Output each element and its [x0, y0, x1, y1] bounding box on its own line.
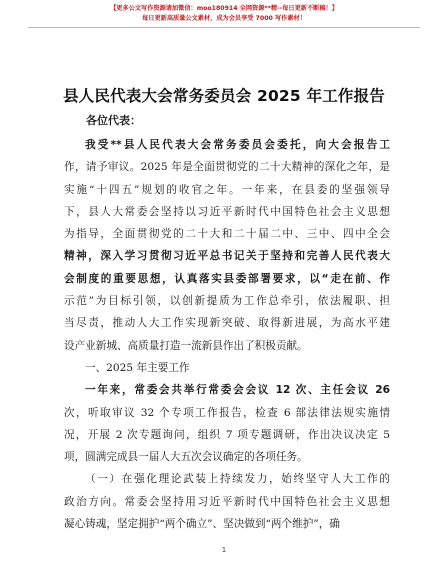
text-run: 次，听取审议 32 个专项工作报告，检查 6 部法律法规实施情: [64, 406, 390, 419]
text-run: 精神，深入学习贯彻习近平总书记关于坚持和完善人民代表大: [64, 250, 390, 263]
text-run: 为指导，全面贯彻党的二十大和二十届二中、三中、四中全会: [64, 228, 390, 241]
promo-banner: [0, 4, 448, 28]
text-line: [64, 424, 390, 446]
text-run: 况，开展 2 次专题询问，组织 7 项专题调研，作出决议决定 5: [64, 428, 390, 441]
text-run: 会制度的重要思想，认真落实县委部署要求，以“走在前、作: [64, 272, 390, 285]
text-line: [64, 156, 390, 178]
text-run: 示范”为目标引领，以创新提质为工作总牵引，依法履职、担: [64, 295, 390, 308]
text-line: [64, 223, 390, 245]
paragraph-intro: [64, 134, 390, 357]
document-title: 县人民代表大会常务委员会 2025 年工作报告: [62, 87, 386, 105]
text-line: [64, 179, 390, 201]
text-line: [64, 134, 390, 156]
text-line: [64, 335, 390, 357]
greeting: 各位代表：: [86, 114, 141, 127]
text-line: [64, 312, 390, 334]
text-run: 设产业新城、高质量打造一流新县作出了积极贡献。: [64, 339, 308, 352]
text-run: 下，县人大常委会坚持以习近平新时代中国特色社会主义思想: [64, 205, 390, 218]
text-run: 项，圆满完成县一届人大五次会议确定的各项任务。: [64, 451, 308, 464]
document-body: [64, 134, 390, 535]
section-heading: 一、2025 年主要工作: [85, 361, 190, 374]
promo-banner-line2: 每日更新高质量公文素材，成为会员享受 7000 写作素材！: [142, 15, 306, 22]
paragraph-summary: [64, 379, 390, 468]
banner-divider: [28, 27, 420, 28]
text-line: [64, 491, 390, 513]
paragraph-theory: [64, 468, 390, 535]
text-line: [64, 513, 390, 535]
text-run: （一）在强化理论武装上持续发力，始终坚守人大工作的: [85, 473, 390, 486]
text-line: [64, 468, 390, 490]
text-line: [64, 379, 390, 401]
text-run: 一年来，常委会共举行常委会会议 12 次、主任会议 26: [85, 384, 390, 397]
text-line: [64, 402, 390, 424]
text-run: 实施“十四五”规划的收官之年。一年来，在县委的坚强领导: [64, 183, 390, 196]
text-run: 政治方向。常委会坚持用习近平新时代中国特色社会主义思想: [64, 495, 390, 508]
text-line: [64, 290, 390, 312]
text-line: [64, 268, 390, 290]
text-run: 当尽责，推动人大工作实现新突破、取得新进展，为高水平建: [64, 317, 390, 330]
text-line: [64, 446, 390, 468]
promo-banner-line1: 【更多公文写作资源请加微信：moo180914 全网资源**精--每日更新不断稿！】: [110, 5, 338, 12]
text-line: [64, 201, 390, 223]
text-run: 我受**县人民代表大会常务委员会委托，向大会报告工: [85, 139, 390, 151]
text-run: 凝心铸魂，坚定拥护“两个确立”、坚决做到“两个维护”，确: [64, 518, 340, 531]
page-number: 1: [221, 546, 227, 554]
text-line: [64, 245, 390, 267]
text-run: 作，请予审议。2025 年是全面贯彻党的二十大精神的深化之年，是: [64, 161, 390, 174]
